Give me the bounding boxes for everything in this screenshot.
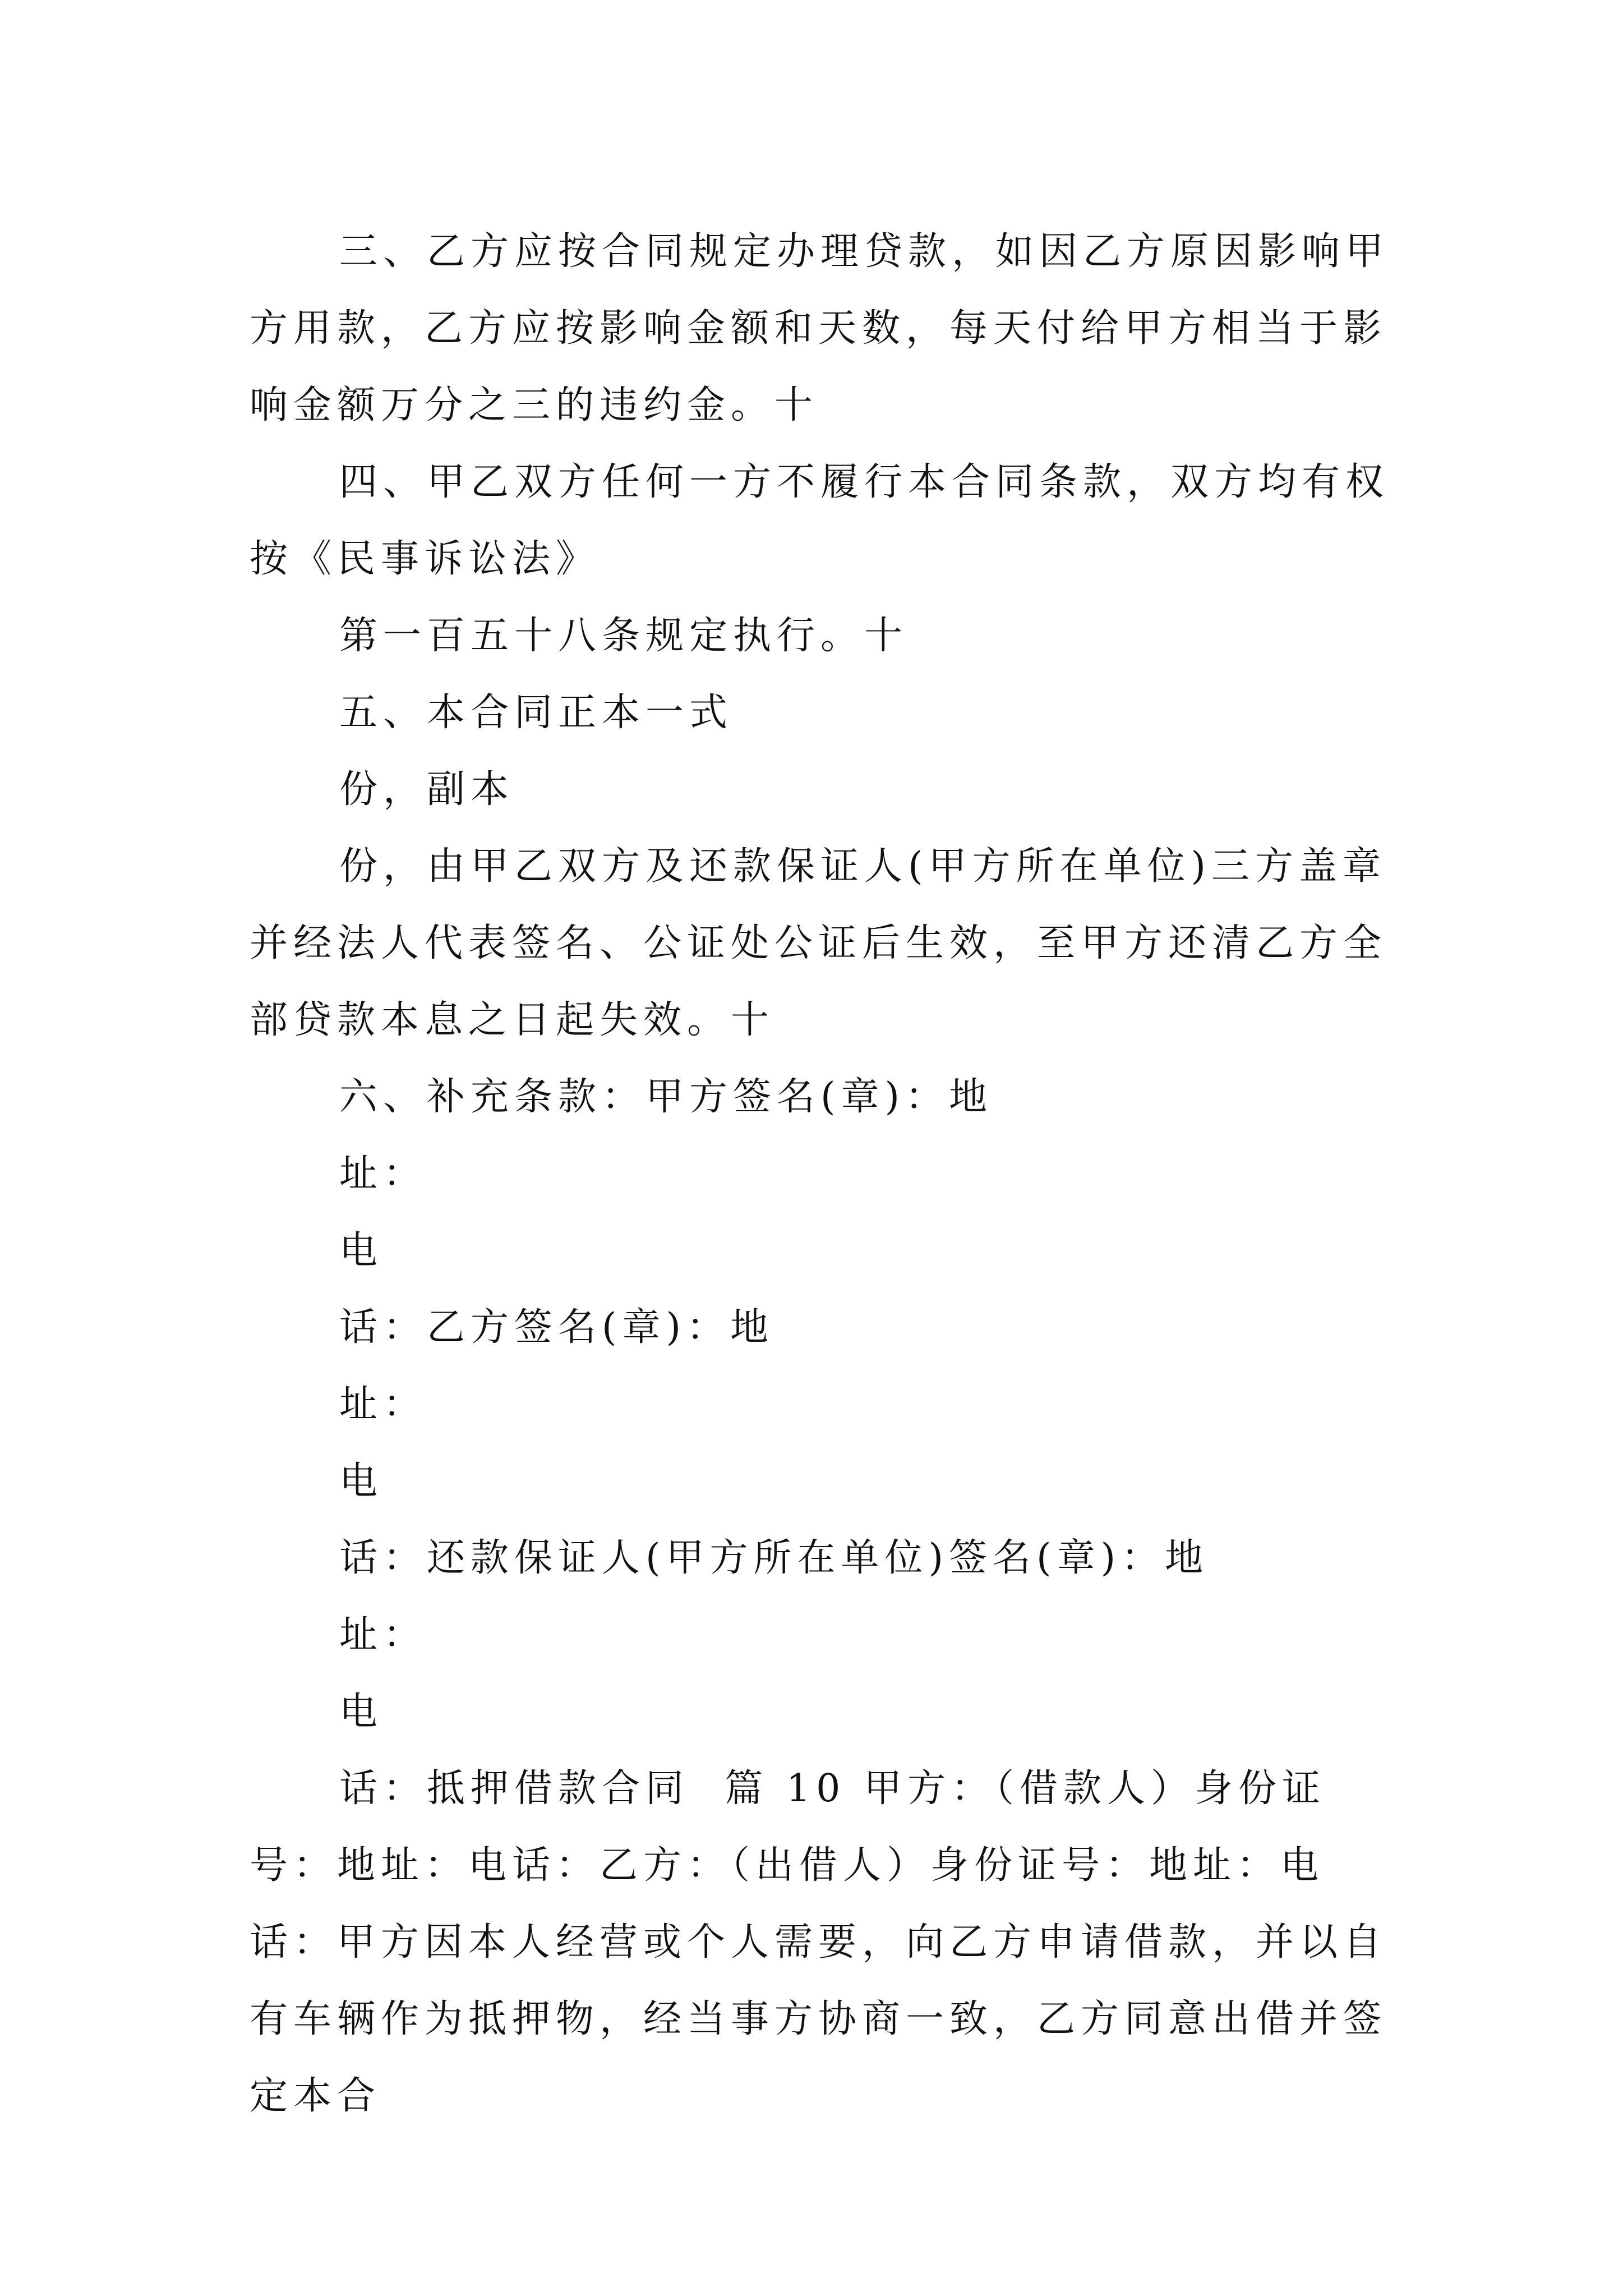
effectiveness-paragraph: 份，由甲乙双方及还款保证人(甲方所在单位)三方盖章并经法人代表签名、公证处公证后生效，至甲方还清乙方全部贷款本息之日起失效。十: [250, 844, 1387, 1042]
guarantor-address-line: 址：: [339, 1613, 427, 1657]
document-body: [250, 213, 1394, 2134]
clause-6-party-a-signature: 六、补充条款：甲方签名(章)：地: [339, 1075, 993, 1119]
party-b-address-line: 址：: [339, 1382, 427, 1427]
clause-4-paragraph: 四、甲乙双方任何一方不履行本合同条款，双方均有权按《民事诉讼法》: [250, 460, 1390, 581]
clause-4-continued-paragraph: 第一百五十八条规定执行。十: [339, 614, 909, 658]
copies-paragraph: 份，副本: [339, 767, 515, 812]
party-a-address-line: 址：: [339, 1152, 427, 1196]
mortgage-loan-contract-paragraph: 话：抵押借款合同 篇 10 甲方：（借款人）身份证号：地址：电话：乙方：（出借人）身份证号：地址：电话：甲方因本人经营或个人需要，向乙方申请借款，并以自有车辆作为抵押物，经当事方协商一致，乙方同意出借并签定本合: [250, 1766, 1387, 2118]
party-b-signature-line: 话：乙方签名(章)：地: [339, 1305, 774, 1350]
clause-5-paragraph: 五、本合同正本一式: [339, 691, 734, 735]
party-b-phone-line: 电: [339, 1459, 384, 1503]
party-a-phone-line: 电: [339, 1228, 384, 1273]
guarantor-phone-line: 电: [339, 1690, 384, 1734]
clause-3-paragraph: 三、乙方应按合同规定办理贷款，如因乙方原因影响甲方用款，乙方应按影响金额和天数，每天付给甲方相当于影响金额万分之三的违约金。十: [250, 229, 1390, 427]
guarantor-signature-line: 话：还款保证人(甲方所在单位)签名(章)：地: [339, 1536, 1209, 1580]
